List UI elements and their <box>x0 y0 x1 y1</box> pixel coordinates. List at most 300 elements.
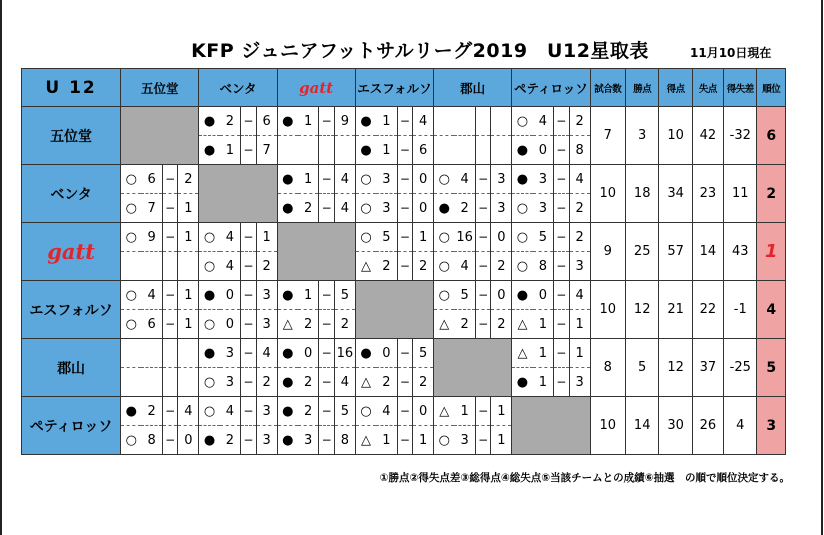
goals-for: 1 <box>298 165 319 194</box>
row-team-name <box>22 397 121 455</box>
points: 12 <box>626 281 659 339</box>
result-mark: ● <box>355 339 376 368</box>
result-mark: △ <box>434 397 455 426</box>
score-separator: − <box>319 426 335 455</box>
result-mark: ○ <box>355 223 376 252</box>
goals-for: 0 <box>220 310 241 339</box>
points: 18 <box>626 165 659 223</box>
score-separator: − <box>475 194 491 223</box>
result-mark: ● <box>512 165 533 194</box>
result-mark: ● <box>199 281 220 310</box>
column-team-name <box>121 69 199 107</box>
goals-against: 5 <box>413 339 434 368</box>
goals-for: 2 <box>376 252 397 281</box>
goals-against: 3 <box>569 252 590 281</box>
goals-against <box>178 368 199 397</box>
stat-header: 失点 <box>692 69 723 107</box>
goals-scored: 10 <box>659 107 692 165</box>
goals-for: 4 <box>220 252 241 281</box>
goals-against: 4 <box>413 107 434 136</box>
result-mark <box>277 136 298 165</box>
team-row-first-leg <box>22 397 786 426</box>
goals-against: 1 <box>178 223 199 252</box>
score-separator: − <box>397 165 413 194</box>
goals-for: 5 <box>454 281 475 310</box>
points: 14 <box>626 397 659 455</box>
goals-for: 3 <box>533 165 554 194</box>
team-name-text: ペティロッソ <box>514 80 588 96</box>
result-mark: ○ <box>434 281 455 310</box>
score-separator: − <box>554 252 570 281</box>
goals-for: 2 <box>454 194 475 223</box>
result-mark: △ <box>512 339 533 368</box>
goals-for: 9 <box>141 223 162 252</box>
matches-played: 10 <box>590 281 625 339</box>
goals-against: 2 <box>569 223 590 252</box>
score-separator: − <box>319 368 335 397</box>
result-mark: ○ <box>434 252 455 281</box>
goals-against: 1 <box>178 310 199 339</box>
stat-header: 勝点 <box>626 69 659 107</box>
goals-for <box>454 136 475 165</box>
score-separator: − <box>241 368 257 397</box>
goal-difference: -25 <box>724 339 757 397</box>
score-separator: − <box>397 194 413 223</box>
score-separator <box>162 339 178 368</box>
score-separator: − <box>475 252 491 281</box>
goals-against <box>178 252 199 281</box>
goals-against: 2 <box>256 368 277 397</box>
goals-for: 3 <box>454 426 475 455</box>
goal-difference: -32 <box>724 107 757 165</box>
result-mark: ● <box>199 426 220 455</box>
goals-against: 3 <box>256 426 277 455</box>
result-mark: ○ <box>121 310 142 339</box>
result-mark: ○ <box>512 194 533 223</box>
goals-against: 3 <box>256 281 277 310</box>
goals-for: 4 <box>454 165 475 194</box>
score-separator: − <box>397 136 413 165</box>
page-left-border <box>0 0 2 535</box>
goals-conceded: 42 <box>692 107 723 165</box>
result-mark: △ <box>355 426 376 455</box>
result-mark: ● <box>277 368 298 397</box>
goals-for: 2 <box>376 368 397 397</box>
goals-against: 2 <box>491 310 512 339</box>
rank: 3 <box>757 397 786 455</box>
score-separator: − <box>475 223 491 252</box>
goals-against <box>491 107 512 136</box>
result-mark <box>434 107 455 136</box>
goals-for <box>454 107 475 136</box>
goals-for: 2 <box>220 107 241 136</box>
self-match-cell <box>355 281 433 339</box>
result-mark: △ <box>512 310 533 339</box>
team-name-text: 五位堂 <box>140 80 179 96</box>
goals-scored: 30 <box>659 397 692 455</box>
goal-difference: 43 <box>724 223 757 281</box>
goals-scored: 21 <box>659 281 692 339</box>
goals-against: 4 <box>569 165 590 194</box>
score-separator: − <box>162 426 178 455</box>
goals-against: 0 <box>178 426 199 455</box>
score-separator: − <box>475 310 491 339</box>
goals-for: 1 <box>376 136 397 165</box>
goals-against: 1 <box>569 339 590 368</box>
team-row-first-leg <box>22 281 786 310</box>
goals-against: 0 <box>413 397 434 426</box>
goals-against: 4 <box>256 339 277 368</box>
score-separator: − <box>241 223 257 252</box>
result-mark: ○ <box>199 368 220 397</box>
goals-for: 5 <box>533 223 554 252</box>
goals-for: 6 <box>141 165 162 194</box>
score-separator: − <box>554 339 570 368</box>
result-mark <box>121 368 142 397</box>
team-name-text: エスフォルソ <box>29 302 113 319</box>
score-separator: − <box>319 339 335 368</box>
goals-against: 3 <box>491 194 512 223</box>
goals-for: 0 <box>298 339 319 368</box>
goals-conceded: 22 <box>692 281 723 339</box>
goals-against: 1 <box>569 310 590 339</box>
goals-against: 6 <box>413 136 434 165</box>
goals-against <box>491 136 512 165</box>
column-team-name <box>355 69 433 107</box>
goals-against: 3 <box>491 165 512 194</box>
goals-against: 7 <box>256 136 277 165</box>
result-mark: ○ <box>512 252 533 281</box>
result-mark: ● <box>512 368 533 397</box>
result-mark: ○ <box>434 223 455 252</box>
goals-against: 1 <box>178 281 199 310</box>
score-separator: − <box>397 397 413 426</box>
self-match-cell <box>434 339 512 397</box>
goals-for: 2 <box>298 368 319 397</box>
goals-for: 3 <box>533 194 554 223</box>
score-separator: − <box>475 281 491 310</box>
goals-for: 4 <box>220 223 241 252</box>
goal-difference: 11 <box>724 165 757 223</box>
score-separator: − <box>162 194 178 223</box>
goals-for: 2 <box>298 310 319 339</box>
goals-for: 3 <box>376 165 397 194</box>
team-name-text: ベンタ <box>50 186 92 203</box>
goals-against: 8 <box>569 136 590 165</box>
goals-conceded: 26 <box>692 397 723 455</box>
result-mark: ● <box>277 426 298 455</box>
goals-scored: 57 <box>659 223 692 281</box>
goals-for: 2 <box>454 310 475 339</box>
column-team-name <box>277 69 355 107</box>
points: 5 <box>626 339 659 397</box>
score-separator: − <box>162 223 178 252</box>
score-separator: − <box>554 107 570 136</box>
row-team-name <box>22 107 121 165</box>
matches-played: 8 <box>590 339 625 397</box>
rank: 2 <box>757 165 786 223</box>
result-mark: ● <box>199 136 220 165</box>
result-mark: ○ <box>199 397 220 426</box>
matches-played: 10 <box>590 397 625 455</box>
page-right-border <box>821 0 823 535</box>
score-separator: − <box>475 426 491 455</box>
result-mark: ○ <box>121 223 142 252</box>
goal-difference: 4 <box>724 397 757 455</box>
rank <box>757 223 786 281</box>
goals-scored: 34 <box>659 165 692 223</box>
goals-for: 1 <box>533 368 554 397</box>
goals-for: 1 <box>376 426 397 455</box>
goals-for: 1 <box>533 310 554 339</box>
goals-for: 3 <box>298 426 319 455</box>
score-separator: − <box>475 397 491 426</box>
goal-difference: -1 <box>724 281 757 339</box>
goals-conceded: 14 <box>692 223 723 281</box>
self-match-cell <box>512 397 590 455</box>
goals-against: 1 <box>413 223 434 252</box>
score-separator: − <box>319 107 335 136</box>
result-mark: ● <box>277 194 298 223</box>
goals-against: 1 <box>413 426 434 455</box>
goals-against: 16 <box>334 339 355 368</box>
goals-against: 5 <box>334 281 355 310</box>
goals-conceded: 23 <box>692 165 723 223</box>
column-team-name <box>199 69 277 107</box>
goals-for: 1 <box>298 107 319 136</box>
goals-against: 2 <box>256 252 277 281</box>
team-name-text: 郡山 <box>460 80 486 96</box>
result-mark: ○ <box>121 194 142 223</box>
score-separator: − <box>162 165 178 194</box>
result-mark: ○ <box>512 223 533 252</box>
score-separator: − <box>397 426 413 455</box>
goals-against: 2 <box>413 252 434 281</box>
team-name-text: ペティロッソ <box>29 418 113 435</box>
team-name-text: 郡山 <box>57 360 86 377</box>
score-separator: − <box>319 194 335 223</box>
result-mark: ● <box>355 107 376 136</box>
goals-for: 1 <box>220 136 241 165</box>
rank-first: 1 <box>764 241 778 262</box>
result-mark: △ <box>277 310 298 339</box>
ranking-rules-note: ①勝点②得失点差③総得点④総失点⑤当該チームとの成績⑥抽選 の順で順位決定する。 <box>379 472 790 484</box>
team-name-text: ベンタ <box>219 80 257 96</box>
team-name-text: エスフォルソ <box>357 80 432 96</box>
score-separator: − <box>241 310 257 339</box>
score-separator <box>162 368 178 397</box>
result-mark: △ <box>355 252 376 281</box>
goals-for: 4 <box>141 281 162 310</box>
result-mark: ● <box>277 339 298 368</box>
column-team-name <box>434 69 512 107</box>
goals-against: 0 <box>491 281 512 310</box>
goals-for: 1 <box>298 281 319 310</box>
goals-for: 7 <box>141 194 162 223</box>
goals-for: 4 <box>220 397 241 426</box>
goals-for: 6 <box>141 310 162 339</box>
goals-against: 0 <box>413 165 434 194</box>
goals-against: 4 <box>334 165 355 194</box>
gatt-logo: gatt <box>47 239 95 264</box>
stat-header: 順位 <box>757 69 786 107</box>
goals-conceded: 37 <box>692 339 723 397</box>
goals-for: 3 <box>220 339 241 368</box>
score-separator: − <box>319 281 335 310</box>
goals-against: 2 <box>178 165 199 194</box>
result-mark: ○ <box>434 165 455 194</box>
goals-for: 8 <box>533 252 554 281</box>
score-separator: − <box>554 194 570 223</box>
score-separator: − <box>319 165 335 194</box>
points: 3 <box>626 107 659 165</box>
goals-against: 1 <box>256 223 277 252</box>
team-row-first-leg <box>22 165 786 194</box>
goals-for: 2 <box>298 194 319 223</box>
score-separator: − <box>554 136 570 165</box>
score-separator: − <box>162 281 178 310</box>
row-team-name <box>22 165 121 223</box>
goals-for: 0 <box>220 281 241 310</box>
result-mark: ● <box>512 136 533 165</box>
result-mark: ○ <box>121 281 142 310</box>
result-mark: ○ <box>434 426 455 455</box>
team-name-text: 五位堂 <box>50 128 93 145</box>
score-separator: − <box>397 339 413 368</box>
goals-for: 0 <box>376 339 397 368</box>
score-separator: − <box>319 310 335 339</box>
corner-label: U 12 <box>22 69 121 107</box>
result-mark: ○ <box>355 165 376 194</box>
result-mark: ● <box>199 107 220 136</box>
goals-against <box>178 339 199 368</box>
goals-against: 2 <box>491 252 512 281</box>
goals-for: 1 <box>533 339 554 368</box>
matches-played: 10 <box>590 165 625 223</box>
goals-for: 1 <box>454 397 475 426</box>
result-mark: ○ <box>199 310 220 339</box>
score-separator <box>475 107 491 136</box>
self-match-cell <box>121 107 199 165</box>
team-row-first-leg <box>22 223 786 252</box>
score-separator <box>475 136 491 165</box>
result-mark: △ <box>434 310 455 339</box>
result-mark: △ <box>355 368 376 397</box>
result-mark <box>121 252 142 281</box>
goals-for: 0 <box>533 136 554 165</box>
result-mark: ○ <box>355 194 376 223</box>
header-row <box>22 69 786 107</box>
goals-against: 3 <box>569 368 590 397</box>
matches-played: 9 <box>590 223 625 281</box>
goals-against: 0 <box>413 194 434 223</box>
result-mark: ● <box>434 194 455 223</box>
result-mark: ● <box>199 339 220 368</box>
score-separator: − <box>241 252 257 281</box>
result-mark: ○ <box>121 165 142 194</box>
result-mark: ○ <box>199 223 220 252</box>
result-mark: ○ <box>355 397 376 426</box>
score-separator: − <box>162 310 178 339</box>
goals-against: 8 <box>334 426 355 455</box>
goals-for: 16 <box>454 223 475 252</box>
page-title: KFP ジュニアフットサルリーグ2019 U12星取表 <box>191 40 649 62</box>
result-mark: ○ <box>121 426 142 455</box>
team-row-first-leg <box>22 339 786 368</box>
rank: 5 <box>757 339 786 397</box>
goals-against: 5 <box>334 397 355 426</box>
goals-against: 4 <box>178 397 199 426</box>
goals-for: 8 <box>141 426 162 455</box>
score-separator: − <box>162 397 178 426</box>
column-team-name <box>512 69 590 107</box>
goals-for: 2 <box>220 426 241 455</box>
result-mark: ● <box>277 165 298 194</box>
score-separator: − <box>319 397 335 426</box>
points: 25 <box>626 223 659 281</box>
score-separator: − <box>241 136 257 165</box>
goals-for <box>141 368 162 397</box>
goals-for: 1 <box>376 107 397 136</box>
score-separator: − <box>397 223 413 252</box>
goals-against: 9 <box>334 107 355 136</box>
result-mark: ● <box>121 397 142 426</box>
score-separator: − <box>397 252 413 281</box>
gatt-logo: gatt <box>299 78 334 97</box>
goals-against: 1 <box>491 426 512 455</box>
result-mark: ● <box>277 281 298 310</box>
score-separator: − <box>554 281 570 310</box>
stat-header: 得点 <box>659 69 692 107</box>
goals-for <box>141 252 162 281</box>
goals-for: 4 <box>376 397 397 426</box>
goals-against: 3 <box>256 310 277 339</box>
score-separator: − <box>241 426 257 455</box>
score-separator <box>319 136 335 165</box>
matches-played: 7 <box>590 107 625 165</box>
goals-against: 0 <box>491 223 512 252</box>
goals-against: 2 <box>569 194 590 223</box>
goals-against: 3 <box>256 397 277 426</box>
goals-scored: 12 <box>659 339 692 397</box>
score-separator: − <box>397 368 413 397</box>
rank: 4 <box>757 281 786 339</box>
score-separator: − <box>554 310 570 339</box>
row-team-name <box>22 223 121 281</box>
goals-for: 4 <box>533 107 554 136</box>
score-separator: − <box>241 339 257 368</box>
score-separator <box>162 252 178 281</box>
stat-header: 試合数 <box>590 69 625 107</box>
goals-for: 0 <box>533 281 554 310</box>
score-separator: − <box>241 107 257 136</box>
goals-against: 4 <box>334 194 355 223</box>
goals-against: 2 <box>334 310 355 339</box>
self-match-cell <box>277 223 355 281</box>
row-team-name <box>22 281 121 339</box>
result-mark: ● <box>277 397 298 426</box>
score-separator: − <box>241 281 257 310</box>
standings-table <box>21 68 786 455</box>
goals-for: 4 <box>454 252 475 281</box>
goals-against <box>334 136 355 165</box>
rank: 6 <box>757 107 786 165</box>
as-of-date: 11月10日現在 <box>690 46 772 60</box>
score-separator: − <box>554 165 570 194</box>
goals-against: 1 <box>491 397 512 426</box>
goals-for <box>298 136 319 165</box>
result-mark: ● <box>512 281 533 310</box>
